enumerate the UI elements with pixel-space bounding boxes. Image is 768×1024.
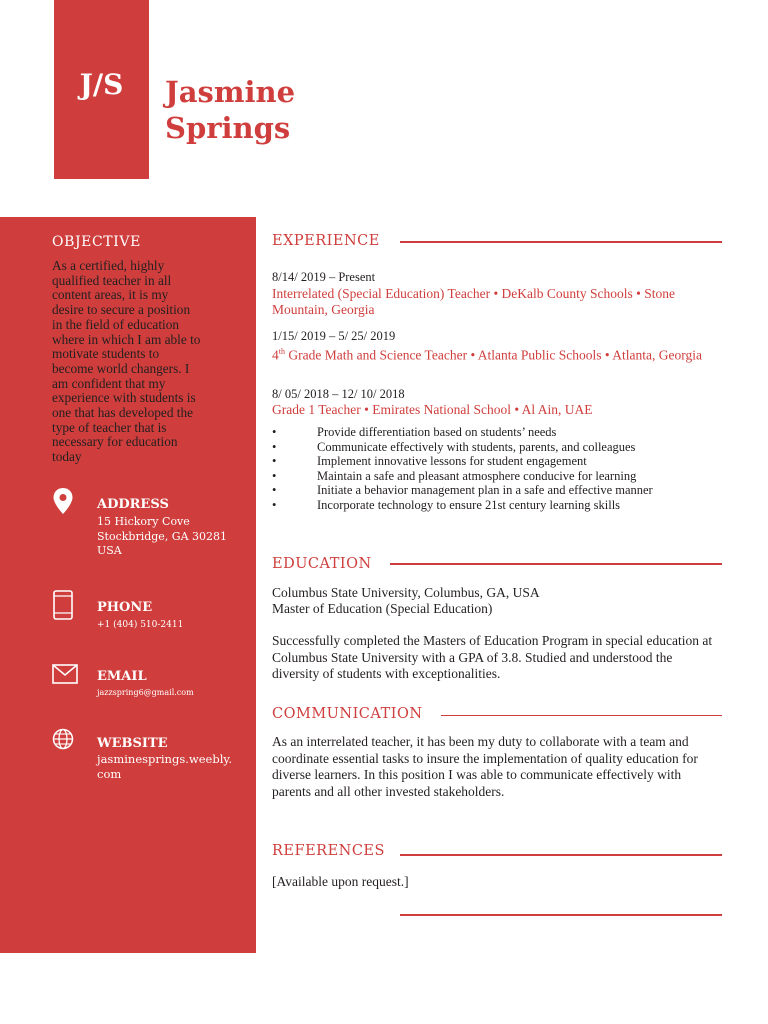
address-label: ADDRESS	[97, 497, 169, 512]
objective-text: As a certified, highly qualified teacher in all content areas, it is my desire to secure a position in the field of education where in which I am able to motivate students to become world changers. I am confident that my experience with students is one that has developed the type of teacher that is necessary for education today	[52, 258, 201, 465]
education-summary: Successfully completed the Masters of Education Program in special education at Columbus State University with a GPA of 3.8. Studied and understood the diversity of students with exceptionalities.	[272, 633, 713, 681]
references-rule	[400, 854, 722, 856]
experience-heading: EXPERIENCE	[272, 233, 380, 249]
job-3-title: Grade 1 Teacher • Emirates National School • Al Ain, UAE	[272, 402, 593, 417]
sidebar	[0, 217, 256, 953]
education-degree: Master of Education (Special Education)	[272, 601, 493, 616]
experience-bullets	[272, 425, 653, 513]
references-heading: REFERENCES	[272, 843, 385, 859]
address-value	[97, 515, 237, 559]
monogram-text: J/S	[79, 68, 124, 101]
bullet-item: • Implement innovative lessons for student engagement	[272, 454, 653, 469]
website-label: WEBSITE	[97, 736, 168, 751]
education-rule	[390, 563, 722, 565]
website-value[interactable]: jasminesprings.weebly.com	[97, 752, 233, 781]
job-2-title	[272, 344, 712, 364]
candidate-name	[165, 74, 295, 146]
address-line-1: 15 Hickory Cove	[97, 515, 190, 528]
references-text: [Available upon request.]	[272, 874, 409, 889]
communication-text: As an interrelated teacher, it has been my duty to collaborate with a team and coordinate essential tasks to insure the implementation of quality education for diverse learners. In this position I was able to communicate effectively with parents and all other invested stakeholders.	[272, 734, 698, 799]
footer-rule	[400, 914, 722, 916]
globe-icon	[52, 728, 74, 750]
job-2-dates: 1/15/ 2019 – 5/ 25/ 2019	[272, 329, 396, 343]
communication-heading: COMMUNICATION	[272, 706, 423, 722]
job-2-grade-suffix: th	[278, 347, 285, 356]
monogram-block	[54, 0, 149, 179]
job-2-grade-number: 4	[272, 347, 279, 363]
envelope-icon	[52, 664, 78, 684]
bullet-item: • Communicate effectively with students, parents, and colleagues	[272, 440, 653, 455]
job-1-dates: 8/14/ 2019 – Present	[272, 270, 376, 284]
email-label: EMAIL	[97, 669, 147, 684]
bullet-item: • Maintain a safe and pleasant atmosphere conducive for learning	[272, 469, 653, 484]
phone-label: PHONE	[97, 600, 153, 615]
job-3-dates: 8/ 05/ 2018 – 12/ 10/ 2018	[272, 387, 405, 401]
experience-rule	[400, 241, 722, 243]
phone-value[interactable]: +1 (404) 510-2411	[97, 620, 184, 630]
bullet-item: • Provide differentiation based on students’ needs	[272, 425, 653, 440]
education-school: Columbus State University, Columbus, GA, USA	[272, 585, 540, 600]
first-name: Jasmine	[165, 75, 296, 109]
address-line-2: Stockbridge, GA 30281	[97, 529, 228, 543]
objective-heading: OBJECTIVE	[52, 234, 141, 250]
phone-icon	[52, 590, 74, 620]
email-value[interactable]: jazzspring6@gmail.com	[97, 688, 194, 697]
location-pin-icon	[52, 487, 74, 515]
job-2-title-text: Grade Math and Science Teacher • Atlanta Public Schools • Atlanta, Georgia	[288, 347, 703, 363]
bullet-item: • Incorporate technology to ensure 21st century learning skills	[272, 498, 653, 513]
address-line-3: USA	[97, 544, 122, 557]
last-name: Springs	[165, 111, 291, 145]
job-1-title: Interrelated (Special Education) Teacher • DeKalb County Schools • Stone Mountain, Georgia	[272, 286, 676, 317]
education-heading: EDUCATION	[272, 556, 372, 572]
bullet-item: • Initiate a behavior management plan in a safe and effective manner	[272, 483, 653, 498]
communication-rule	[441, 715, 722, 716]
